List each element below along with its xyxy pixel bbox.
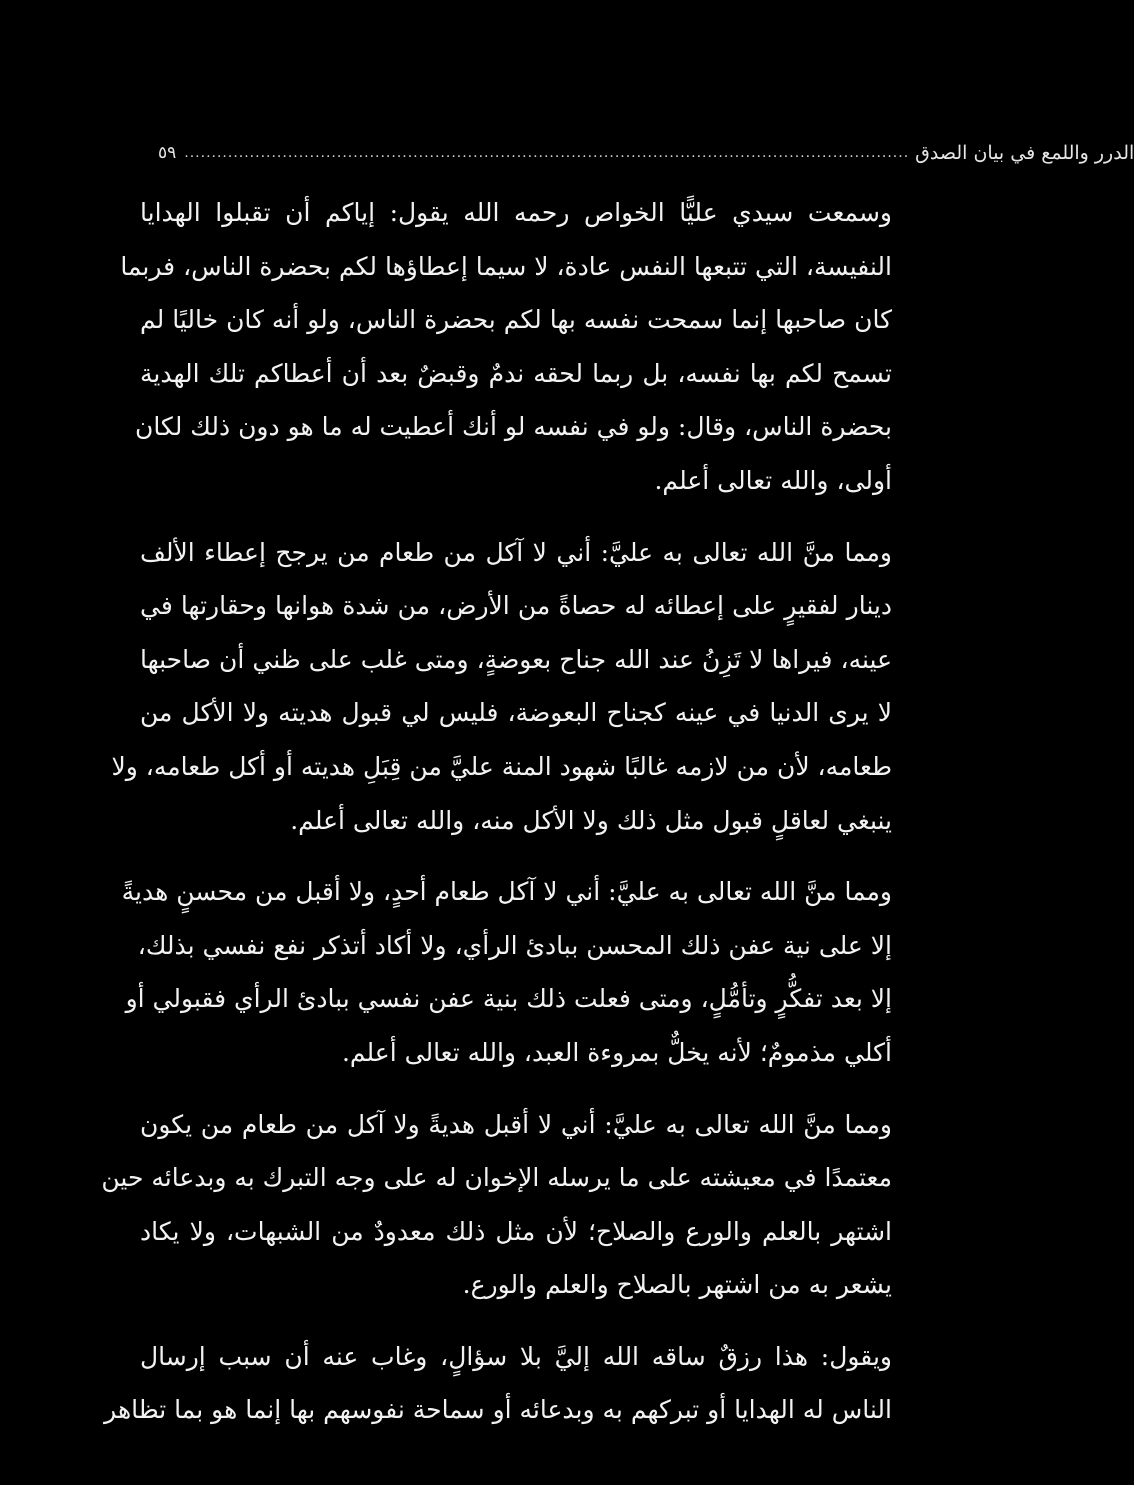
text-line: عينه، فيراها لا تَزِنُ عند الله جناح بعوضةٍ، ومتى غلب على ظني أن صاحبها [140,644,892,674]
text-line: وسمعت سيدي عليًّا الخواص رحمه الله يقول: إياكم أن تقبلوا الهدايا [140,198,892,227]
paragraph-gifts [120,186,892,508]
text-line: ويقول: هذا رزقٌ ساقه الله إليَّ بلا سؤالٍ، وغاب عنه أن سبب إرسال [140,1341,892,1371]
page-number: ٥٩ [158,143,177,163]
text-line: دينار لفقيرٍ على إعطائه له حصاةً من الأرض، من شدة هوانها وحقارتها في [140,591,892,621]
text-line: اشتهر بالعلم والورع والصلاح؛ لأن مثل ذلك معدودٌ من الشبهات، ولا يكاد [140,1216,892,1246]
book-title: الدرر واللمع في بيان الصدق [915,142,1134,164]
text-line: ومما منَّ الله تعالى به عليَّ: أني لا أقبل هديةً ولا آكل من طعام من يكون [140,1109,892,1139]
leader-dots: ..................................................................................................................................... [184,145,910,161]
paragraph-dinar [111,526,892,848]
text-line: ومما منَّ الله تعالى به عليَّ: أني لا آكل من طعام من يرجح إعطاء الألف [140,537,892,567]
running-header [158,138,1134,168]
text-line: يشعر به من اشتهر بالصلاح والعلم والورع. [462,1270,892,1300]
paragraph-gap [140,508,892,526]
paragraph-gap [140,1312,892,1330]
paragraph-provision [104,1330,892,1437]
paragraph-reputation [101,1098,892,1312]
text-line: كان صاحبها إنما سمحت نفسه بها لكم بحضرة الناس، ولو أنه كان خاليًا لم [140,305,892,335]
paragraph-intention [121,865,892,1079]
text-line: طعامه، لأن من لازمه غالبًا شهود المنة عليَّ من قِبَلِ هديته أو أكل طعامه، ولا [111,751,892,781]
text-line: ينبغي لعاقلٍ قبول مثل ذلك ولا الأكل منه، والله تعالى أعلم. [290,805,892,835]
text-line: تسمح لكم بها نفسه، بل ربما لحقه ندمٌ وقبضٌ بعد أن أعطاكم تلك الهدية [140,358,892,388]
paragraph-gap [140,847,892,865]
text-line: أولى، والله تعالى أعلم. [654,465,892,495]
text-line: إلا بعد تفكُّرٍ وتأمُّلٍ، ومتى فعلت ذلك بنية عفن نفسي ببادئ الرأي فقبولي أو [125,984,892,1014]
body-text [101,186,892,1437]
text-line: النفيسة، التي تتبعها النفس عادة، لا سيما إعطاؤها لكم بحضرة الناس، فربما [120,251,892,281]
text-line: الناس له الهدايا أو تبركهم به وبدعائه أو سماحة نفوسهم بها إنما هو بما تظاهر [104,1395,892,1425]
text-line: أكلي مذمومٌ؛ لأنه يخلٌّ بمروءة العبد، والله تعالى أعلم. [341,1037,892,1067]
text-line: ومما منَّ الله تعالى به عليَّ: أني لا آكل طعام أحدٍ، ولا أقبل من محسنٍ هديةً [121,877,892,907]
text-line: لا يرى الدنيا في عينه كجناح البعوضة، فليس لي قبول هديته ولا الأكل من [140,698,892,728]
text-line: معتمدًا في معيشته على ما يرسله الإخوان له على وجه التبرك به وبدعائه حين [101,1163,892,1193]
text-line: بحضرة الناس، وقال: ولو في نفسه لو أنك أعطيت له ما هو دون ذلك لكان [134,412,892,442]
paragraph-gap [140,1080,892,1098]
text-line: إلا على نية عفن ذلك المحسن ببادئ الرأي، ولا أكاد أتذكر نفع نفسي بذلك، [137,930,892,960]
